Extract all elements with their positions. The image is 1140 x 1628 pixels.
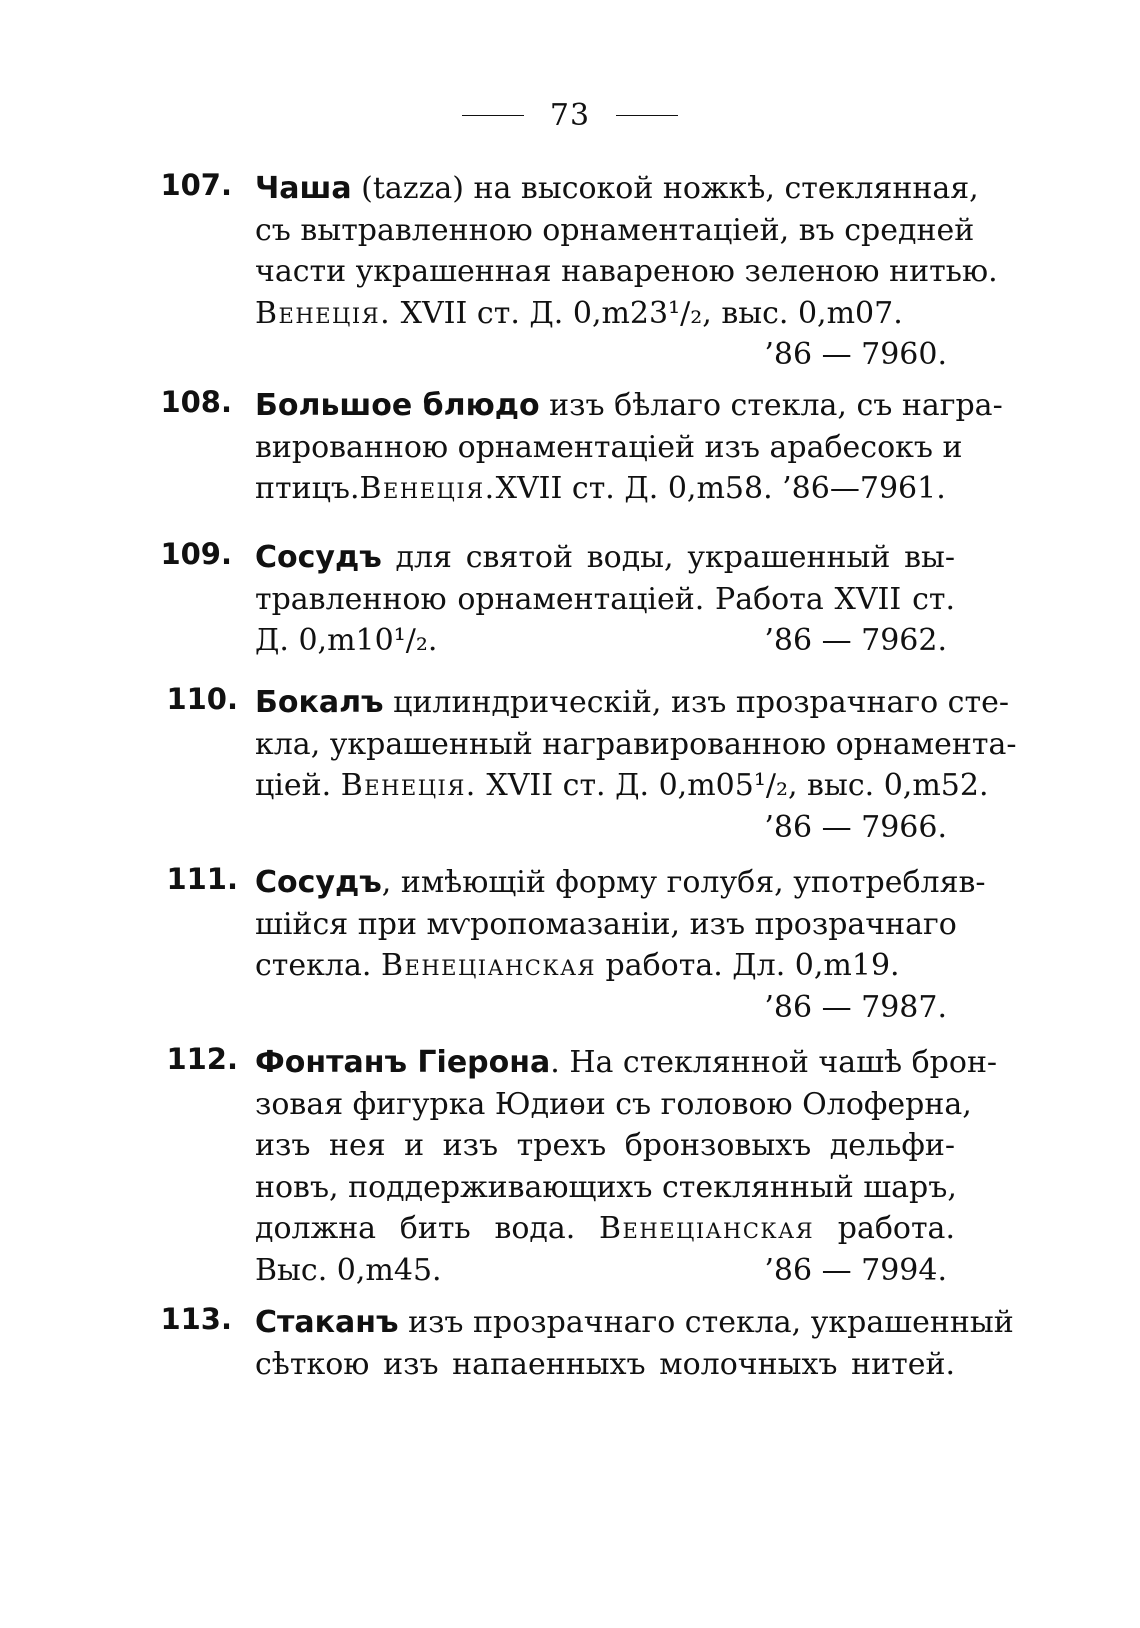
entry-line: Сосудъ для святой воды, украшенный вы- (255, 540, 955, 575)
entry-line: кла, украшенный награвированною орнамента- (255, 726, 1017, 762)
entry-line: зовая фигурка Юдиѳи съ головою Олоферна, (255, 1086, 972, 1122)
entry-text (255, 1302, 1014, 1385)
inventory-number: ’86 — 7987. (764, 989, 947, 1025)
entry-line: травленною орнаментаціей. Работа XVII ст. (255, 581, 955, 617)
entry-number: 109. (160, 537, 232, 571)
page-number: 73 (549, 98, 591, 133)
entry-line: сѣткою изъ напаенныхъ молочныхъ нитей. (255, 1346, 955, 1382)
entry-line: Д. 0,m10¹/₂. ’86 — 7962. (255, 620, 955, 662)
entry-line: птицъ.Венеція.XVII ст. Д. 0,m58. ’86—7961. (255, 471, 946, 506)
inventory-number: ’86 — 7994. (764, 1252, 947, 1288)
entry-line: Фонтанъ Гіерона. На стеклянной чашѣ брон- (255, 1045, 998, 1080)
entry-text (255, 168, 998, 376)
entry-line: вированною орнаментаціей изъ арабесокъ и (255, 429, 963, 465)
entry-line: Бокалъ цилиндрическій, изъ прозрачнаго сте- (255, 685, 1009, 720)
page-header (0, 98, 1140, 133)
entry-line: Венеція. XVII ст. Д. 0,m23¹/₂, выс. 0,m07. (255, 295, 903, 331)
entry-number: 112. (166, 1042, 238, 1076)
entry-line: Чаша (tazza) на высокой ножкѣ, стеклянная, (255, 171, 979, 206)
entry-line: ціей. Венеція. XVII ст. Д. 0,m05¹/₂, выс. 0,m52. (255, 768, 989, 803)
header-rule-left (462, 115, 524, 116)
entry-number: 111. (166, 862, 238, 896)
entry-line: съ вытравленною орнаментаціей, въ средней (255, 212, 975, 248)
entry-line: Стаканъ изъ прозрачнаго стекла, украшенный (255, 1305, 1014, 1340)
entry-line: стекла. Венеціанская работа. Дл. 0,m19. (255, 948, 900, 983)
entry-line: шійся при мѵропомазаніи, изъ прозрачнаго (255, 906, 957, 942)
entry-line: изъ нея и изъ трехъ бронзовыхъ дельфи- (255, 1128, 955, 1163)
inventory-number: ’86 — 7962. (764, 623, 947, 658)
entry-text (255, 862, 986, 1028)
entry-number: 110. (166, 682, 238, 716)
entry-line: части украшенная навареною зеленою нитью. (255, 254, 998, 289)
entry-line: должна бить вода. Венеціанская работа. (255, 1211, 955, 1246)
header-rule-right (616, 115, 678, 116)
entry-text (255, 1042, 998, 1291)
entry-number: 113. (160, 1302, 232, 1336)
entry-line: Сосудъ, имѣющій форму голубя, употребляв- (255, 865, 986, 900)
entry-number: 107. (160, 168, 232, 202)
entry-number: 108. (160, 385, 232, 419)
entry-line: Большое блюдо изъ бѣлаго стекла, съ награ- (255, 388, 1003, 423)
entry-line: новъ, поддерживающихъ стеклянный шаръ, (255, 1169, 957, 1205)
inventory-number: ’86 — 7966. (764, 809, 947, 845)
entry-text (255, 385, 1003, 510)
entry-text (255, 537, 955, 662)
entry-line: Выс. 0,m45. ’86 — 7994. (255, 1250, 955, 1292)
entry-text (255, 682, 1017, 848)
inventory-number: ’86 — 7960. (764, 337, 947, 372)
